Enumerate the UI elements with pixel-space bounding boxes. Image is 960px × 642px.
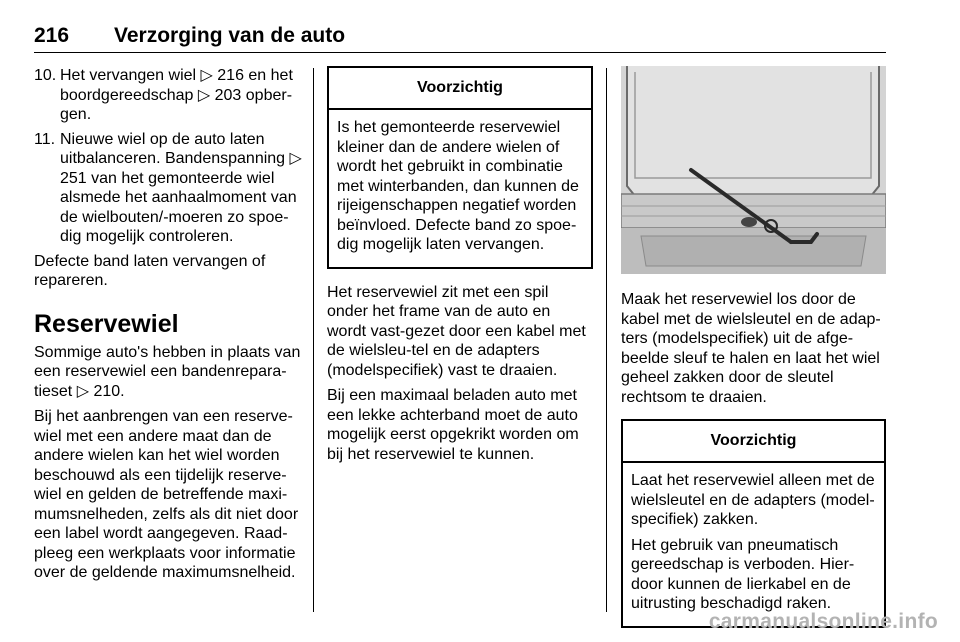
caution-text: Het gebruik van pneumatisch gereedschap is verboden. Hier-door kunnen de lierkabel en de uitrusting beschadigd raken.: [631, 536, 855, 612]
caution-text: Is het gemonteerde reservewiel kleiner dan de andere wielen of wordt het gebruikt in combinatie met winterbanden, dan kunnen de rijeigenschappen negatief worden beïnvloed. Defecte band zo spoe-dig mogelijk laten vervangen.: [337, 119, 579, 253]
list-item: [34, 66, 304, 125]
paragraph: Het reservewiel zit met een spil onder het frame van de auto en wordt vast-gezet door een kabel met de wielsleu-tel en de adapters (modelspecifiek) vast te draaien.: [327, 283, 586, 379]
page-number: 216: [34, 24, 70, 47]
chapter-title: Verzorging van de auto: [114, 24, 346, 47]
list-item-text: Het vervangen wiel ▷ 216 en het boordgereedschap ▷ 203 opber-gen.: [60, 67, 293, 123]
section-heading: Reservewiel: [34, 309, 179, 338]
column-divider-1: [313, 68, 314, 612]
list-item-number: 10.: [34, 67, 57, 84]
caution-text: Laat het reservewiel alleen met de wielsleutel en de adapters (model-specifiek) zakken.: [631, 472, 875, 528]
watermark-logo: carmanualsonline.info: [708, 610, 938, 633]
caution-title: Voorzichtig: [329, 68, 591, 110]
list-item-text: Nieuwe wiel op de auto laten uitbalanceren. Bandenspanning ▷ 251 van het gemonteerde wiel alsmede het aanhaalmoment van de wielbouten/-moeren zo spoe-dig mogelijk controleren.: [60, 130, 302, 245]
page-header: [34, 22, 886, 53]
column-2: [327, 66, 593, 470]
list-item-number: 11.: [34, 130, 56, 148]
column-divider-2: [606, 68, 607, 612]
caution-title: Voorzichtig: [623, 421, 884, 463]
paragraph: Bij het aanbrengen van een reserve-wiel met een andere maat dan de andere wielen kan het wiel worden beschouwd als een tijdelijk reserve-wiel en gelden de betreffende maxi-mumsnelheden, zelfs als dit niet door een label wordt aangegeven. Raad-pleeg een werkplaats voor informatie over de geldende maximumsnelheid.: [34, 408, 299, 581]
paragraph: Defecte band laten vervangen of repareren.: [34, 252, 266, 289]
paragraph: Bij een maximaal beladen auto met een lekke achterband moet de auto mogelijk eerst opgekrikt worden om bij het reservewiel te kunnen.: [327, 387, 579, 463]
spare-wheel-illustration: [621, 66, 886, 274]
column-1: [34, 66, 304, 589]
bumper-wrench-illustration: [621, 66, 886, 274]
paragraph: Maak het reservewiel los door de kabel met de wielsleutel en de adap-ters (modelspecifiek) uit de afge-beelde sleuf te halen en laat het wiel geheel zakken door de sleutel rechtsom te draaien.: [621, 291, 881, 406]
caution-box: [621, 419, 886, 628]
caution-box: [327, 66, 593, 269]
column-3: [621, 66, 886, 628]
paragraph: Sommige auto's hebben in plaats van een reservewiel een bandenrepara-tieset ▷ 210.: [34, 343, 301, 400]
list-item: [34, 130, 304, 247]
